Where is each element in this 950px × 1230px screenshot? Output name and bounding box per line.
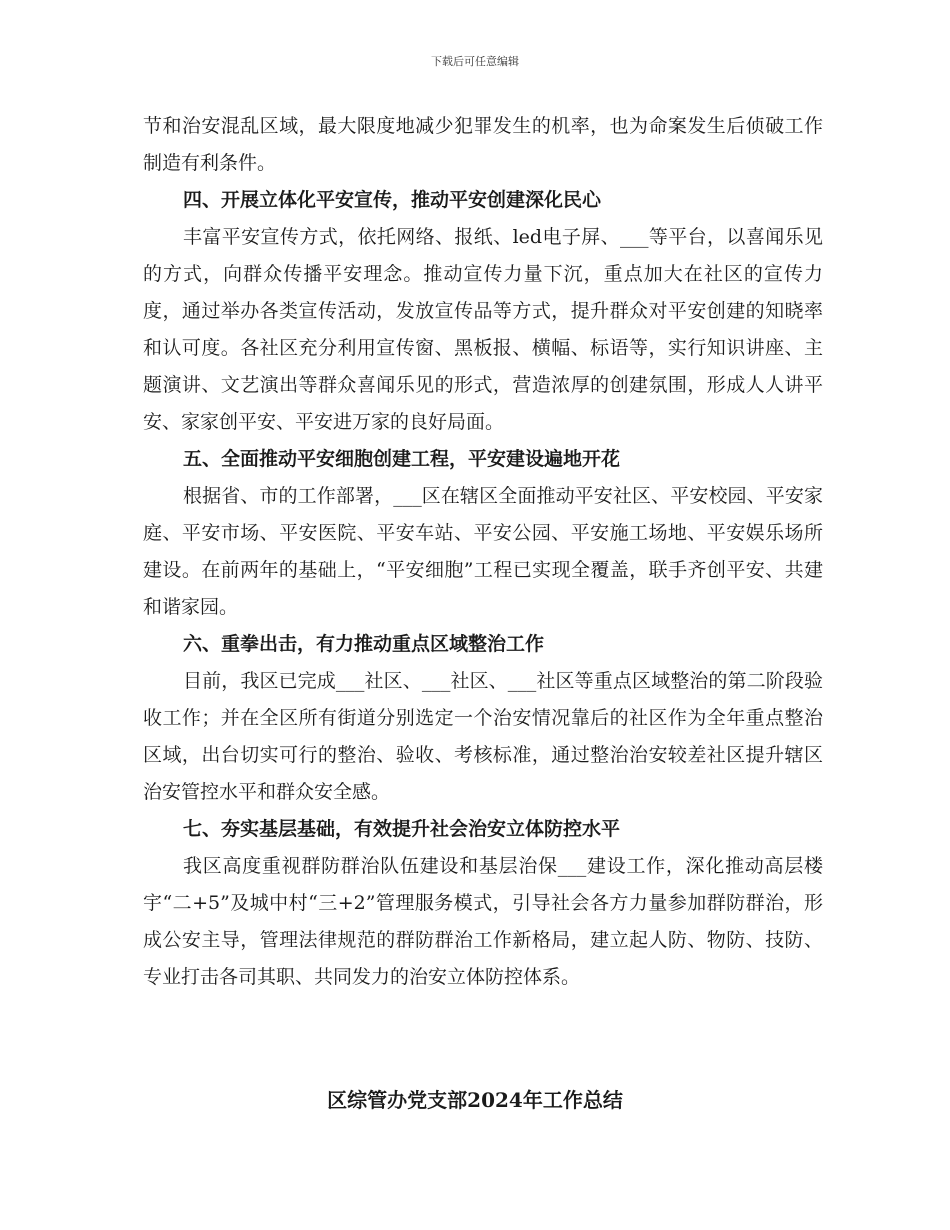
paragraph: 我区高度重视群防群治队伍建设和基层治保___建设工作，深化推动高层楼宇“二+5”及城中村“三+2”管理服务模式，引导社会各方力量参加群防群治，形成公安主导，管理法律规范的群防群治工作新格局，建立起人防、物防、技防、专业打击各司其职、共同发力的治安立体防控体系。 <box>143 855 823 988</box>
paragraph: 目前，我区已完成___社区、___社区、___社区等重点区域整治的第二阶段验收工作；并在全区所有街道分别选定一个治安情况靠后的社区作为全年重点整治区域，出台切实可行的整治、验收、考核标准，通过整治治安较差社区提升辖区治安管控水平和群众安全感。 <box>143 670 823 803</box>
section-heading: 五、全面推动平安细胞创建工程，平安建设遍地开花 <box>183 448 621 470</box>
section-heading: 七、夯实基层基础，有效提升社会治安立体防控水平 <box>183 818 621 840</box>
paragraph: 丰富平安宣传方式，依托网络、报纸、led电子屏、___等平台，以喜闻乐见的方式，向群众传播平安理念。推动宣传力量下沉，重点加大在社区的宣传力度，通过举办各类宣传活动，发放宣传品等方式，提升群众对平安创建的知晓率和认可度。各社区充分利用宣传窗、黑板报、横幅、标语等，实行知识讲座、主题演讲、文艺演出等群众喜闻乐见的形式，营造浓厚的创建氛围，形成人人讲平安、家家创平安、平安进万家的良好局面。 <box>143 226 823 433</box>
document-body <box>143 108 823 996</box>
section-heading: 四、开展立体化平安宣传，推动平安创建深化民心 <box>183 189 602 211</box>
page-header: 下载后可任意编辑 <box>431 55 519 68</box>
section-heading: 六、重拳出击，有力推动重点区域整治工作 <box>183 633 545 655</box>
document-title: 区综管办党支部2024年工作总结 <box>327 1088 623 1112</box>
paragraph: 节和治安混乱区域，最大限度地减少犯罪发生的机率，也为命案发生后侦破工作制造有利条件。 <box>143 115 823 174</box>
paragraph: 根据省、市的工作部署，___区在辖区全面推动平安社区、平安校园、平安家庭、平安市场、平安医院、平安车站、平安公园、平安施工场地、平安娱乐场所建设。在前两年的基础上，“平安细胞”工程已实现全覆盖，联手齐创平安、共建和谐家园。 <box>143 485 823 618</box>
